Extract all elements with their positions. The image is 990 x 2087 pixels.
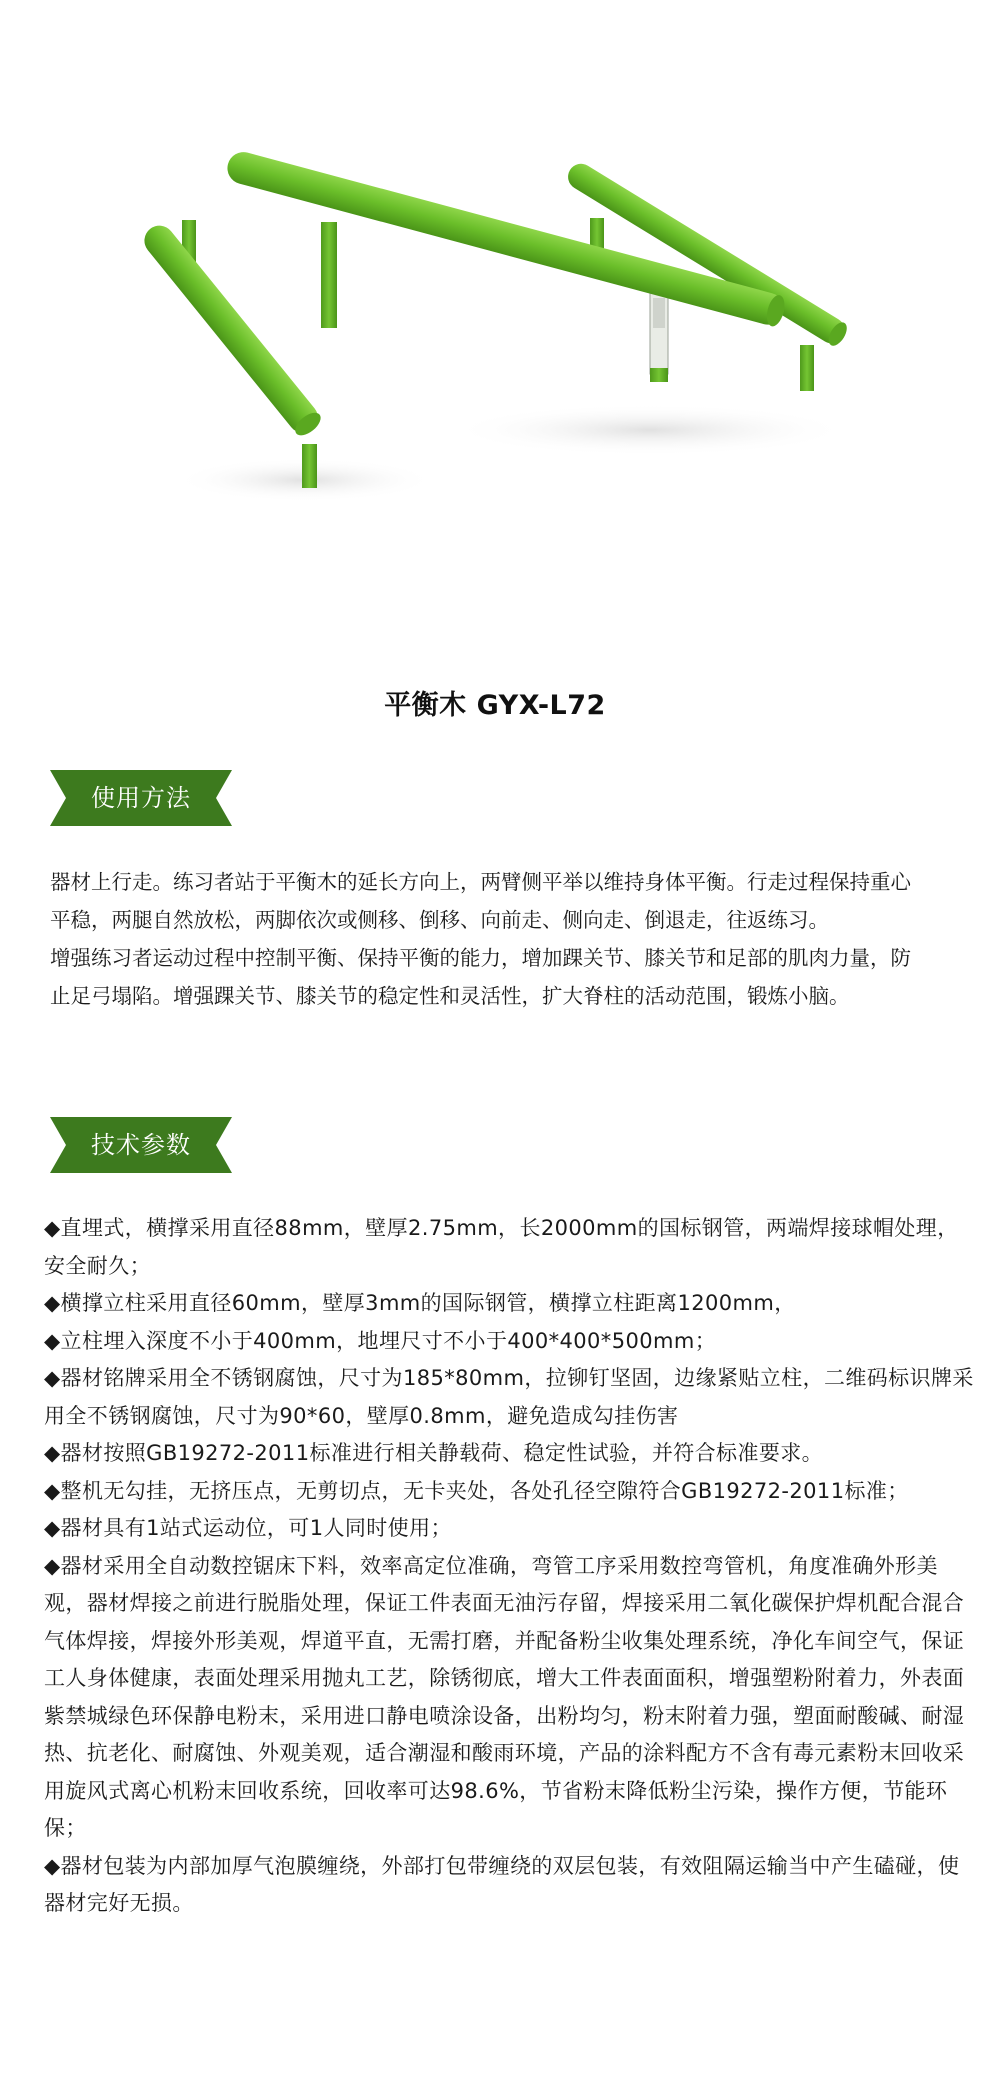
spec-item: ◆整机无勾挂，无挤压点，无剪切点，无卡夹处，各处孔径空隙符合GB19272-2011标准；: [44, 1478, 909, 1503]
spec-item: ◆器材铭牌采用全不锈钢腐蚀，尺寸为185*80mm，拉铆钉坚固，边缘紧贴立柱，二维码标识牌采用全不锈钢腐蚀，尺寸为90*60，壁厚0.8mm，避免造成勾挂伤害: [44, 1366, 974, 1428]
spec-section-title: 技术参数: [91, 1131, 191, 1159]
usage-section-header: [50, 770, 232, 826]
spec-item: ◆立柱埋入深度不小于400mm，地埋尺寸不小于400*400*500mm；: [44, 1328, 717, 1353]
usage-section-title: 使用方法: [91, 784, 191, 812]
product-title: 平衡木 GYX-L72: [384, 690, 606, 721]
spec-item: ◆直埋式，横撑采用直径88mm，壁厚2.75mm，长2000mm的国标钢管，两端焊接球帽处理，安全耐久；: [44, 1216, 959, 1278]
usage-description: [50, 863, 930, 1015]
spec-list: [44, 1210, 974, 1923]
usage-paragraph: 器材上行走。练习者站于平衡木的延长方向上，两臂侧平举以维持身体平衡。行走过程保持重心平稳，两腿自然放松，两脚依次或侧移、倒移、向前走、侧向走、倒退走，往返练习。: [50, 870, 911, 932]
spec-item: ◆器材包装为内部加厚气泡膜缠绕，外部打包带缠绕的双层包装，有效阻隔运输当中产生磕碰，使器材完好无损。: [44, 1853, 960, 1915]
spec-item: ◆器材按照GB19272-2011标准进行相关静载荷、稳定性试验，并符合标准要求。: [44, 1441, 824, 1465]
spec-item: ◆器材具有1站式运动位，可1人同时使用；: [44, 1516, 452, 1540]
balance-beam-equipment-icon: [130, 130, 910, 560]
product-image: [130, 130, 910, 560]
spec-item: ◆器材采用全自动数控锯床下料，效率高定位准确，弯管工序采用数控弯管机，角度准确外形美观，器材焊接之前进行脱脂处理，保证工件表面无油污存留，焊接采用二氧化碳保护焊机配合混合气体焊接，焊接外形美观，焊道平直，无需打磨，并配备粉尘收集处理系统，净化车间空气，保证工人身体健康，表面处理采用抛丸工艺，除锈彻底，增大工件表面面积，增强塑粉附着力，外表面紫禁城绿色环保静电粉末，采用进口静电喷涂设备，出粉均匀，粉末附着力强，塑面耐酸碱、耐湿热、抗老化、耐腐蚀、外观美观，适合潮湿和酸雨环境，产品的涂料配方不含有毒元素粉末回收采用旋风式离心机粉末回收系统，回收率可达98.6%，节省粉末降低粉尘污染，操作方便，节能环保；: [44, 1553, 965, 1840]
spec-item: ◆横撑立柱采用直径60mm，壁厚3mm的国际钢管，横撑立柱距离1200mm，: [44, 1291, 796, 1315]
usage-paragraph: 增强练习者运动过程中控制平衡、保持平衡的能力，增加踝关节、膝关节和足部的肌肉力量，防止足弓塌陷。增强踝关节、膝关节的稳定性和灵活性，扩大脊柱的活动范围，锻炼小脑。: [50, 946, 911, 1008]
spec-section-header: [50, 1117, 232, 1173]
